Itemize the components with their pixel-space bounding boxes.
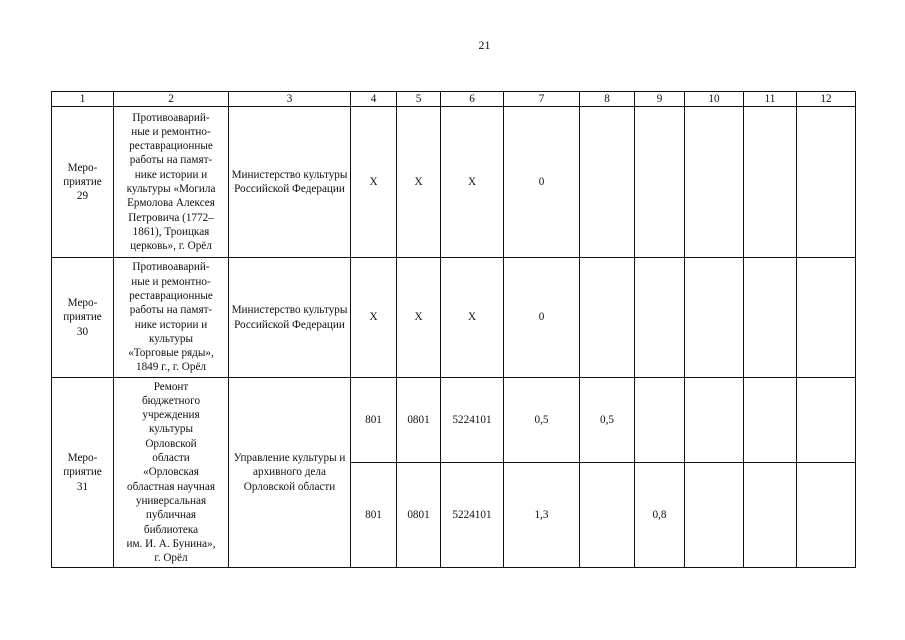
col11-cell: [744, 463, 797, 568]
page-number: 21: [478, 38, 491, 52]
column-header-5: 5: [397, 92, 441, 107]
col6-cell: Х: [441, 107, 504, 258]
col8-cell: [580, 463, 635, 568]
col7-cell: 0: [504, 107, 580, 258]
col6-cell: Х: [441, 258, 504, 378]
col9-cell: [635, 107, 685, 258]
column-header-12: 12: [797, 92, 856, 107]
col7-cell: 1,3: [504, 463, 580, 568]
measure-description-cell: Противоаварий- ные и ремонтно- реставрационные работы на памят- нике истории и культуры «Могила Ермолова Алексея Петровича (1772– 1861), Троицкая церковь», г. Орёл: [114, 107, 229, 258]
col5-cell: Х: [397, 258, 441, 378]
col12-cell: [797, 378, 856, 463]
table-row-measure-31: [52, 378, 856, 463]
column-header-1: 1: [52, 92, 114, 107]
col7-cell: 0: [504, 258, 580, 378]
column-header-11: 11: [744, 92, 797, 107]
col4-cell: Х: [351, 107, 397, 258]
column-header-9: 9: [635, 92, 685, 107]
col5-cell: Х: [397, 107, 441, 258]
col6-cell: 5224101: [441, 463, 504, 568]
col10-cell: [685, 258, 744, 378]
measure-number-cell: Меро- приятие 31: [52, 378, 114, 568]
col12-cell: [797, 258, 856, 378]
col8-cell: [580, 258, 635, 378]
executor-cell: Министерство культуры Российской Федерации: [229, 107, 351, 258]
program-measures-table: [51, 91, 856, 568]
col12-cell: [797, 463, 856, 568]
col11-cell: [744, 107, 797, 258]
column-header-8: 8: [580, 92, 635, 107]
col5-cell: 0801: [397, 463, 441, 568]
col11-cell: [744, 258, 797, 378]
column-header-7: 7: [504, 92, 580, 107]
col9-cell: [635, 378, 685, 463]
col7-cell: 0,5: [504, 378, 580, 463]
col10-cell: [685, 378, 744, 463]
column-header-2: 2: [114, 92, 229, 107]
col10-cell: [685, 107, 744, 258]
col4-cell: 801: [351, 378, 397, 463]
table-row-measure-29: [52, 107, 856, 258]
measure-description-cell: Противоаварий- ные и ремонтно- реставрационные работы на памят- нике истории и культуры «Торговые ряды», 1849 г., г. Орёл: [114, 258, 229, 378]
table-row-measure-30: [52, 258, 856, 378]
col9-cell: 0,8: [635, 463, 685, 568]
column-header-3: 3: [229, 92, 351, 107]
measure-description-cell: Ремонт бюджетного учреждения культуры Орловской области «Орловская областная научная универсальная публичная библиотека им. И. А. Бунина», г. Орёл: [114, 378, 229, 568]
col8-cell: 0,5: [580, 378, 635, 463]
col5-cell: 0801: [397, 378, 441, 463]
column-header-10: 10: [685, 92, 744, 107]
col8-cell: [580, 107, 635, 258]
executor-cell: Министерство культуры Российской Федерации: [229, 258, 351, 378]
col10-cell: [685, 463, 744, 568]
col11-cell: [744, 378, 797, 463]
column-header-4: 4: [351, 92, 397, 107]
col12-cell: [797, 107, 856, 258]
col4-cell: Х: [351, 258, 397, 378]
measure-number-cell: Меро- приятие 29: [52, 107, 114, 258]
col4-cell: 801: [351, 463, 397, 568]
column-header-6: 6: [441, 92, 504, 107]
measure-number-cell: Меро- приятие 30: [52, 258, 114, 378]
col9-cell: [635, 258, 685, 378]
col6-cell: 5224101: [441, 378, 504, 463]
header-row: [52, 92, 856, 107]
executor-cell: Управление культуры и архивного дела Орловской области: [229, 378, 351, 568]
